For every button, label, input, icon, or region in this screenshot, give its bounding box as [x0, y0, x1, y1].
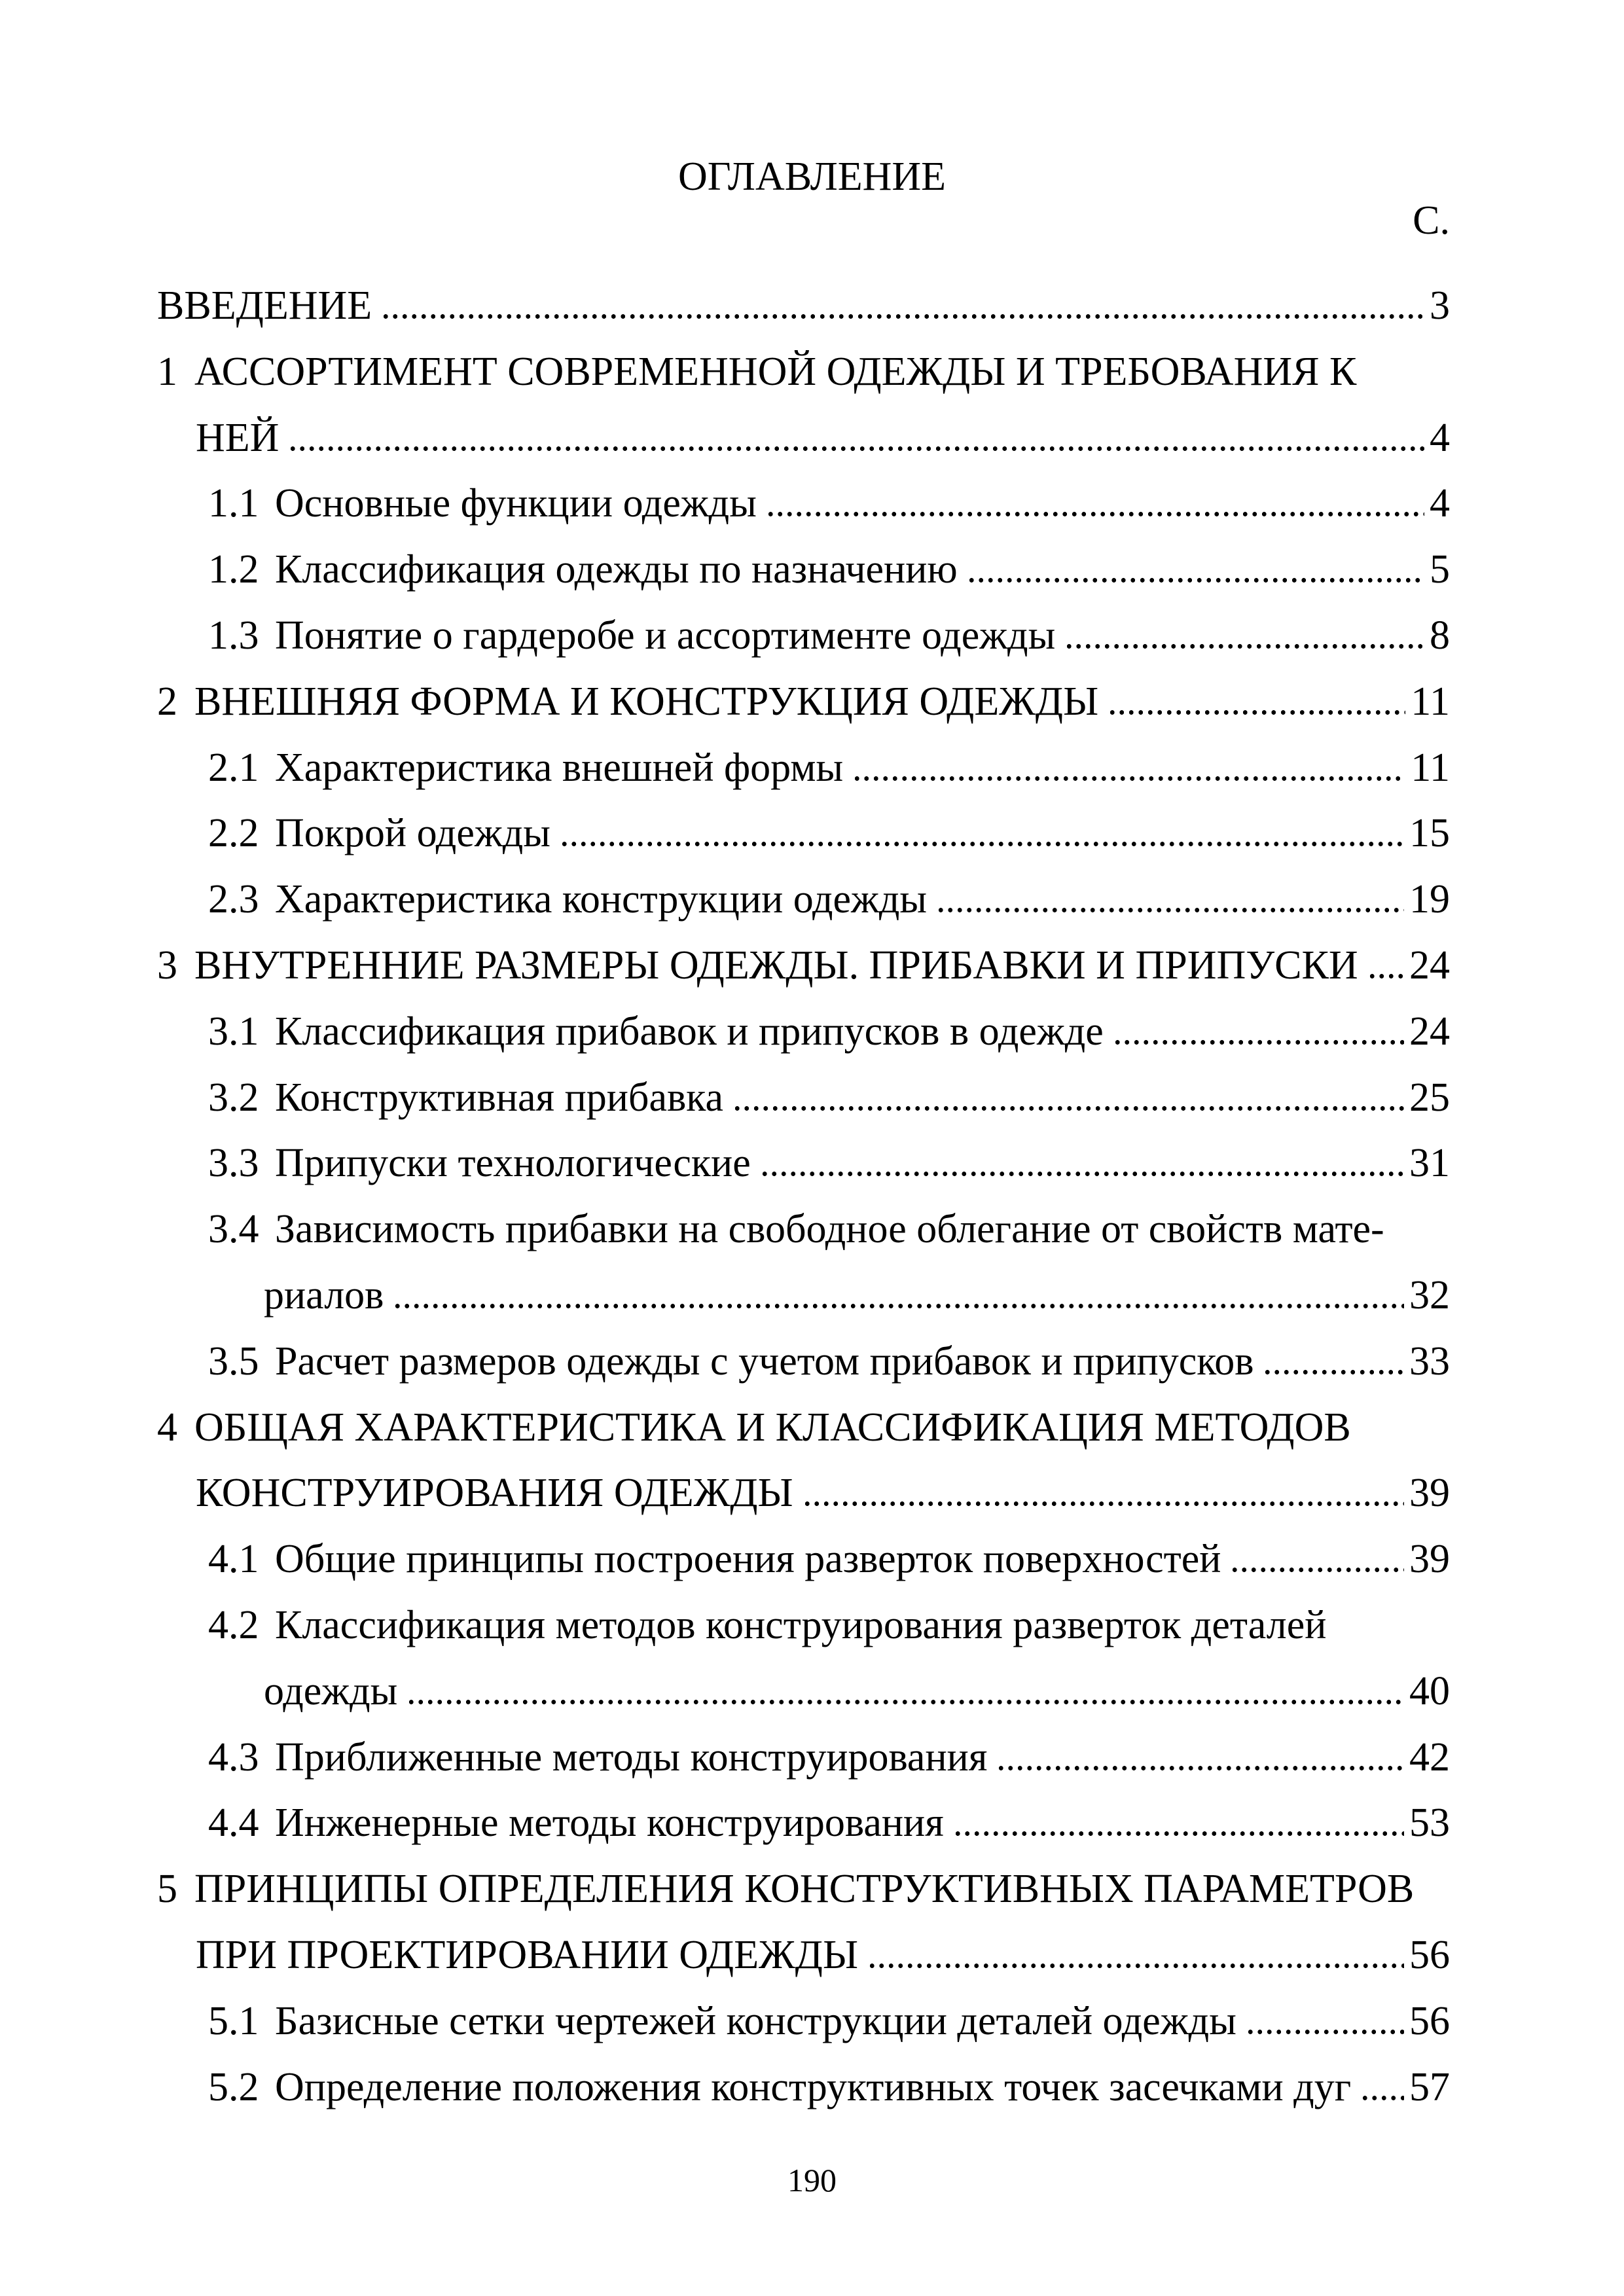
toc-entry-number: 4: [157, 1405, 177, 1450]
toc-page-number: 42: [1409, 1735, 1450, 1780]
toc-entry-number: 5: [157, 1867, 177, 1911]
dot-leader: [381, 314, 1424, 319]
toc-page-number: 25: [1409, 1075, 1450, 1120]
toc-row: [208, 2001, 1450, 2041]
toc-row: [196, 1473, 1450, 1513]
dot-leader: [766, 512, 1424, 516]
toc-entry-number: 2: [157, 679, 177, 724]
toc-entry-number: 3.2: [208, 1075, 259, 1120]
toc-entry-number: 1.3: [208, 613, 259, 658]
toc-entry-number: 5.2: [208, 2065, 259, 2109]
toc-row: [208, 1143, 1450, 1183]
toc-row: [208, 483, 1450, 524]
dot-leader: [288, 446, 1424, 451]
dot-leader: [852, 776, 1405, 781]
toc-page-number: 24: [1409, 1009, 1450, 1054]
toc-page-number: 56: [1409, 1933, 1450, 1977]
dot-leader: [406, 1700, 1404, 1704]
toc-page-number: 5: [1430, 547, 1450, 592]
dot-leader: [1230, 1568, 1404, 1572]
toc-row: [208, 1209, 1450, 1249]
toc-entry-text: Припуски технологические: [275, 1141, 751, 1185]
toc-row: [208, 1341, 1450, 1382]
toc-page-number: 56: [1409, 1999, 1450, 2043]
toc-row: [196, 418, 1450, 458]
dot-leader: [803, 1501, 1404, 1506]
toc-page-number: 53: [1409, 1801, 1450, 1845]
dot-leader: [560, 842, 1404, 846]
toc-entry-text: Расчет размеров одежды с учетом прибавок и припусков: [275, 1339, 1254, 1384]
toc-row: [196, 1935, 1450, 1975]
toc-entry-text: Конструктивная прибавка: [275, 1075, 723, 1120]
toc-row: [157, 1869, 1450, 1909]
toc-entry-text: Характеристика внешней формы: [275, 745, 844, 790]
toc-row: [208, 1539, 1450, 1579]
dot-leader: [1263, 1370, 1404, 1374]
toc-entry-text: Зависимость прибавки на свободное облегание от свойств мате-: [275, 1207, 1384, 1251]
toc-page-number: 3: [1430, 283, 1450, 328]
dot-leader: [1246, 2030, 1404, 2034]
toc-entry-number: 4.3: [208, 1735, 259, 1780]
toc-entry-number: 1.1: [208, 481, 259, 526]
toc-entry-text: Понятие о гардеробе и ассортименте одежды: [275, 613, 1056, 658]
toc-row: [264, 1275, 1450, 1316]
toc-entry-number: 4.4: [208, 1801, 259, 1845]
toc-entry-text: Базисные сетки чертежей конструкции деталей одежды: [275, 1999, 1236, 2043]
toc-row: [208, 747, 1450, 788]
toc-row: [157, 351, 1450, 392]
toc-entry-number: 5.1: [208, 1999, 259, 2043]
toc-page-number: 4: [1430, 416, 1450, 460]
toc-row: [157, 1407, 1450, 1448]
toc-entry-text: Классификация прибавок и припусков в одежде: [275, 1009, 1104, 1054]
toc-entry-number: 1.2: [208, 547, 259, 592]
toc-page-number: 32: [1409, 1273, 1450, 1318]
toc-entry-number: 3.1: [208, 1009, 259, 1054]
toc-entry-text: ВНУТРЕННИЕ РАЗМЕРЫ ОДЕЖДЫ. ПРИБАВКИ И ПРИПУСКИ: [194, 943, 1358, 988]
toc-row: [208, 879, 1450, 920]
toc-page-number: 39: [1409, 1471, 1450, 1515]
toc-page-number: 40: [1409, 1669, 1450, 1713]
toc-row: [208, 1803, 1450, 1843]
toc-page-number: 4: [1430, 481, 1450, 526]
toc-row: [208, 2067, 1450, 2108]
toc-entry-text: ВНЕШНЯЯ ФОРМА И КОНСТРУКЦИЯ ОДЕЖДЫ: [194, 679, 1099, 724]
toc-row: [157, 681, 1450, 722]
dot-leader: [1108, 710, 1405, 715]
page-title: ОГЛАВЛЕНИЕ: [677, 154, 947, 199]
toc-entry-text: Покрой одежды: [275, 811, 550, 855]
toc-page-number: 24: [1409, 943, 1450, 988]
dot-leader: [967, 578, 1424, 583]
toc-row: [208, 1605, 1450, 1645]
dot-leader: [1064, 644, 1424, 649]
dot-leader: [1367, 974, 1404, 978]
toc-row: [208, 615, 1450, 656]
toc-entry-text: КОНСТРУИРОВАНИЯ ОДЕЖДЫ: [196, 1471, 793, 1515]
dot-leader: [953, 1831, 1404, 1836]
toc-entry-text: Классификация методов конструирования разверток деталей: [275, 1603, 1327, 1647]
toc-entry-text: АССОРТИМЕНТ СОВРЕМЕННОЙ ОДЕЖДЫ И ТРЕБОВАНИЯ К: [194, 350, 1357, 394]
toc-page-number: 11: [1411, 745, 1450, 790]
toc-entry-text: Приближенные методы конструирования: [275, 1735, 988, 1780]
dot-leader: [867, 1964, 1404, 1968]
toc-entry-text: ОБЩАЯ ХАРАКТЕРИСТИКА И КЛАССИФИКАЦИЯ МЕТОДОВ: [194, 1405, 1351, 1450]
toc-page-number: 31: [1409, 1141, 1450, 1185]
toc-page-number: 15: [1409, 811, 1450, 855]
toc-entry-number: 4.1: [208, 1537, 259, 1581]
toc-page-number: 11: [1411, 679, 1450, 724]
toc-entry-number: 1: [157, 350, 177, 394]
toc-row: [264, 1671, 1450, 1712]
toc-entry-number: 2.1: [208, 745, 259, 790]
dot-leader: [996, 1766, 1404, 1770]
dot-leader: [936, 908, 1404, 912]
toc-entry-text: риалов: [264, 1273, 384, 1318]
toc-row: [157, 285, 1450, 326]
toc-entry-text: одежды: [264, 1669, 398, 1713]
toc-page-number: 8: [1430, 613, 1450, 658]
toc-entry-number: 3: [157, 943, 177, 988]
toc-row: [208, 813, 1450, 853]
toc-entry-number: 3.5: [208, 1339, 259, 1384]
dot-leader: [1113, 1040, 1404, 1045]
toc-row: [208, 1737, 1450, 1778]
toc-page-number: 19: [1409, 877, 1450, 922]
toc-row: [157, 945, 1450, 986]
toc-row: [208, 549, 1450, 590]
toc-entry-text: Характеристика конструкции одежды: [275, 877, 928, 922]
toc-entry-number: 3.4: [208, 1207, 259, 1251]
toc-entry-number: 4.2: [208, 1603, 259, 1647]
toc-entry-text: ПРИНЦИПЫ ОПРЕДЕЛЕНИЯ КОНСТРУКТИВНЫХ ПАРАМЕТРОВ: [194, 1867, 1415, 1911]
toc-entry-text: Определение положения конструктивных точек засечками дуг: [275, 2065, 1352, 2109]
toc-entry-text: НЕЙ: [196, 416, 280, 460]
toc-entry-text: Инженерные методы конструирования: [275, 1801, 944, 1845]
toc-entry-number: 2.3: [208, 877, 259, 922]
toc-page-number: 39: [1409, 1537, 1450, 1581]
dot-leader: [393, 1304, 1404, 1308]
dot-leader: [1360, 2096, 1404, 2100]
toc-entry-text: Основные функции одежды: [275, 481, 757, 526]
toc-entry-text: Общие принципы построения разверток поверхностей: [275, 1537, 1221, 1581]
toc-entry-text: ВВЕДЕНИЕ: [157, 283, 372, 328]
toc-entry-text: ПРИ ПРОЕКТИРОВАНИИ ОДЕЖДЫ: [196, 1933, 859, 1977]
toc-entry-text: Классификация одежды по назначению: [275, 547, 958, 592]
toc-entry-number: 3.3: [208, 1141, 259, 1185]
toc-page-number: 33: [1409, 1339, 1450, 1384]
dot-leader: [760, 1172, 1404, 1176]
dot-leader: [732, 1106, 1404, 1111]
toc-entry-number: 2.2: [208, 811, 259, 855]
toc-row: [208, 1077, 1450, 1118]
toc-row: [208, 1011, 1450, 1052]
footer-page-number: 190: [787, 2162, 837, 2198]
toc-page-number: 57: [1409, 2065, 1450, 2109]
page-number-column-header: С.: [1413, 198, 1450, 243]
